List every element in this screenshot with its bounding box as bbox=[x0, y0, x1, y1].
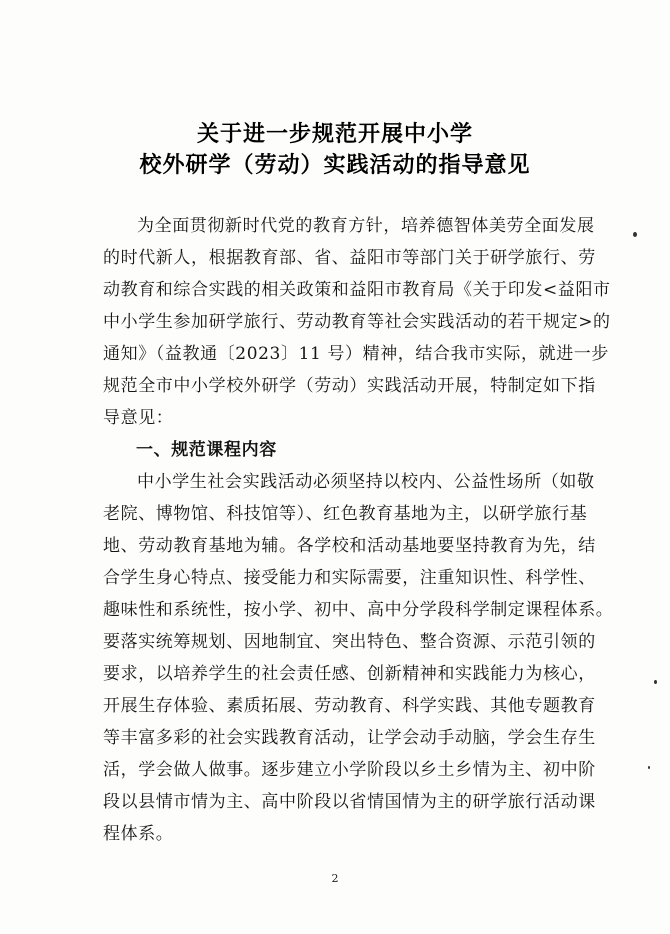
paragraph-line: 合学生身心特点、接受能力和实际需要，注重知识性、科学性、 bbox=[103, 568, 596, 588]
paragraph-line: 通知》（益教通〔2023〕11 号）精神，结合我市实际，就进一步 bbox=[103, 344, 609, 364]
section-heading: 一、规范课程内容 bbox=[136, 440, 277, 460]
paragraph-line: 规范全市中小学校外研学（劳动）实践活动开展，特制定如下指 bbox=[103, 376, 596, 396]
paragraph-line: 趣味性和系统性，按小学、初中、高中分学段科学制定课程体系。 bbox=[103, 600, 614, 620]
paragraph-line: 活，学会做人做事。逐步建立小学阶段以乡土乡情为主、初中阶 bbox=[103, 760, 596, 780]
paragraph-line: 为全面贯彻新时代党的教育方针，培养德智体美劳全面发展 bbox=[137, 216, 595, 236]
paragraph-line: 段以县情市情为主、高中阶段以省情国情为主的研学旅行活动课 bbox=[103, 792, 596, 812]
scan-speck bbox=[654, 680, 657, 684]
paragraph-line: 开展生存体验、素质拓展、劳动教育、科学实践、其他专题教育 bbox=[103, 696, 596, 716]
paragraph-line: 要求，以培养学生的社会责任感、创新精神和实践能力为核心， bbox=[103, 664, 596, 684]
paragraph-line: 的时代新人，根据教育部、省、益阳市等部门关于研学旅行、劳 bbox=[103, 248, 596, 268]
document-title-line-2: 校外研学（劳动）实践活动的指导意见 bbox=[139, 153, 531, 178]
paragraph-line: 老院、博物馆、科技馆等）、红色教育基地为主，以研学旅行基 bbox=[103, 504, 588, 524]
paragraph-line: 地、劳动教育基地为辅。各学校和活动基地要坚持教育为先，结 bbox=[103, 536, 596, 556]
document-title-line-1: 关于进一步规范开展中小学 bbox=[196, 122, 473, 147]
paragraph-line: 要落实统筹规划、因地制宜、突出特色、整合资源、示范引领的 bbox=[103, 632, 596, 652]
scan-speck bbox=[648, 766, 650, 769]
paragraph-line: 中小学生社会实践活动必须坚持以校内、公益性场所（如敬 bbox=[137, 472, 595, 492]
paragraph-line: 等丰富多彩的社会实践教育活动，让学会动手动脑，学会生存生 bbox=[103, 728, 596, 748]
paragraph-line: 中小学生参加研学旅行、劳动教育等社会实践活动的若干规定>的 bbox=[103, 312, 611, 332]
paragraph-line: 动教育和综合实践的相关政策和益阳市教育局《关于印发<益阳市 bbox=[103, 280, 611, 300]
paragraph-line: 导意见： bbox=[103, 408, 174, 428]
paragraph-line: 程体系。 bbox=[103, 824, 174, 844]
page-number: 2 bbox=[331, 872, 339, 885]
scan-speck bbox=[633, 232, 637, 237]
